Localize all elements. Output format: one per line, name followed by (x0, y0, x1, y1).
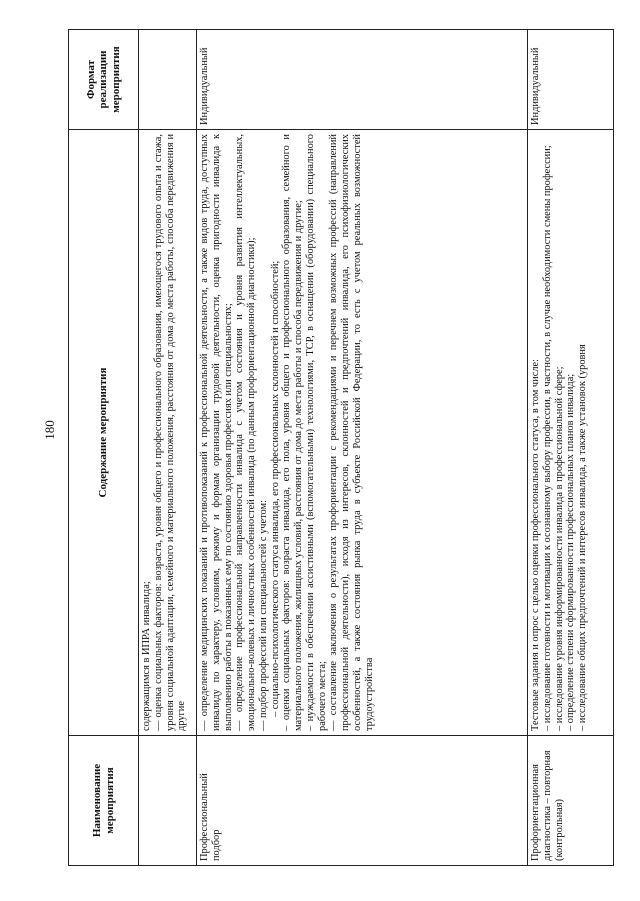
header-format: Формат реализации мероприятия (69, 30, 139, 130)
content-paragraph: – исследование уровня информированности инвалида в профессиональной сфере; (553, 366, 565, 731)
table-row (197, 30, 528, 866)
header-content: Содержание мероприятия (69, 130, 139, 736)
header-name: Наименование мероприятия (69, 736, 139, 866)
content-paragraph: – оценки социальных факторов: возраста инвалида, его пола, уровня общего и профессионального образования, семейного и материального положения, жилищных условий, расстояния от дома до места работы и способа передвижения и другие; (281, 134, 304, 731)
content-paragraph: — оценка социальных факторов: возраста, уровня общего и профессионального образования, имеющегося трудового опыта и стажа, уровня социальной адаптации, семейного и материального положения, расстояния от дома до места работы, способа передвижения и другие (152, 134, 188, 731)
table-header-row (69, 30, 139, 866)
row-name-cell: Профориентационная диагностика – повторная (контрольная) (528, 736, 614, 866)
row-name-cell (139, 736, 197, 866)
row-name-cell: Профессиональный подбор (197, 736, 528, 866)
content-paragraph: – социально-психологического статуса инвалида, его профессиональных склонностей и способностей; (269, 260, 281, 717)
content-paragraph: – определение степени сформированности профессиональных планов инвалида; (565, 373, 577, 731)
row-content-cell (139, 130, 197, 736)
row-content-cell (528, 130, 614, 736)
table-row (528, 30, 614, 866)
row-format-cell (139, 30, 197, 130)
row-format-cell: Индивидуальный (197, 30, 528, 130)
content-paragraph: – исследование готовности и мотивации к осознанному выбору профессии, в частности, в случае необходимости смены профессии; (541, 145, 553, 731)
content-paragraph: — составление заключения о результатах профориентации с рекомендациями и перечнем возможных профессий (направлений профессиональной деятельности), исходя из интересов, склонностей и предпочтений инвалида, его психофизиологических особенностей, а также состояния рынка труда в субъекте Российской Федерации, то есть с учетом реальных возможностей трудоустройства (328, 134, 375, 731)
content-paragraph: Тестовые задания и опрос с целью оценки профессионального статуса, в том числе: (530, 358, 541, 731)
page-number: 180 (42, 420, 57, 440)
content-paragraph: — подбор профессий или специальностей с учетом: (257, 500, 269, 731)
activities-table (68, 29, 614, 866)
content-paragraph: содержащимся в ИПРА инвалида; (141, 581, 152, 731)
content-paragraph: – нуждаемости в обеспечении ассистивными (вспомогательными) технологиями, ТСР, в оснащении (оборудовании) специального рабочего места; (304, 134, 328, 731)
activities-table-wrapper (68, 30, 614, 866)
row-content-cell (197, 130, 528, 736)
row-format-cell: Индивидуальный (528, 30, 614, 130)
content-paragraph: – исследование общих предпочтений и интересов инвалида, а также установок (уровня (577, 344, 588, 731)
table-row (139, 30, 197, 866)
content-paragraph: — определение профессиональной направленности инвалида с учетом состояния и уровня развития интеллектуальных, эмоционально-волевых и личностных особенностей инвалида (по данным профориентационной диагностики); (234, 134, 257, 731)
content-paragraph: — определение медицинских показаний и противопоказаний к профессиональной деятельности, а также видов труда, доступных инвалиду по характеру, условиям, режиму и формам организации трудовой деятельности, оценка пригодности инвалида к выполнению работы в показанных ему по состоянию здоровья профессиях или специальностях; (199, 134, 234, 731)
